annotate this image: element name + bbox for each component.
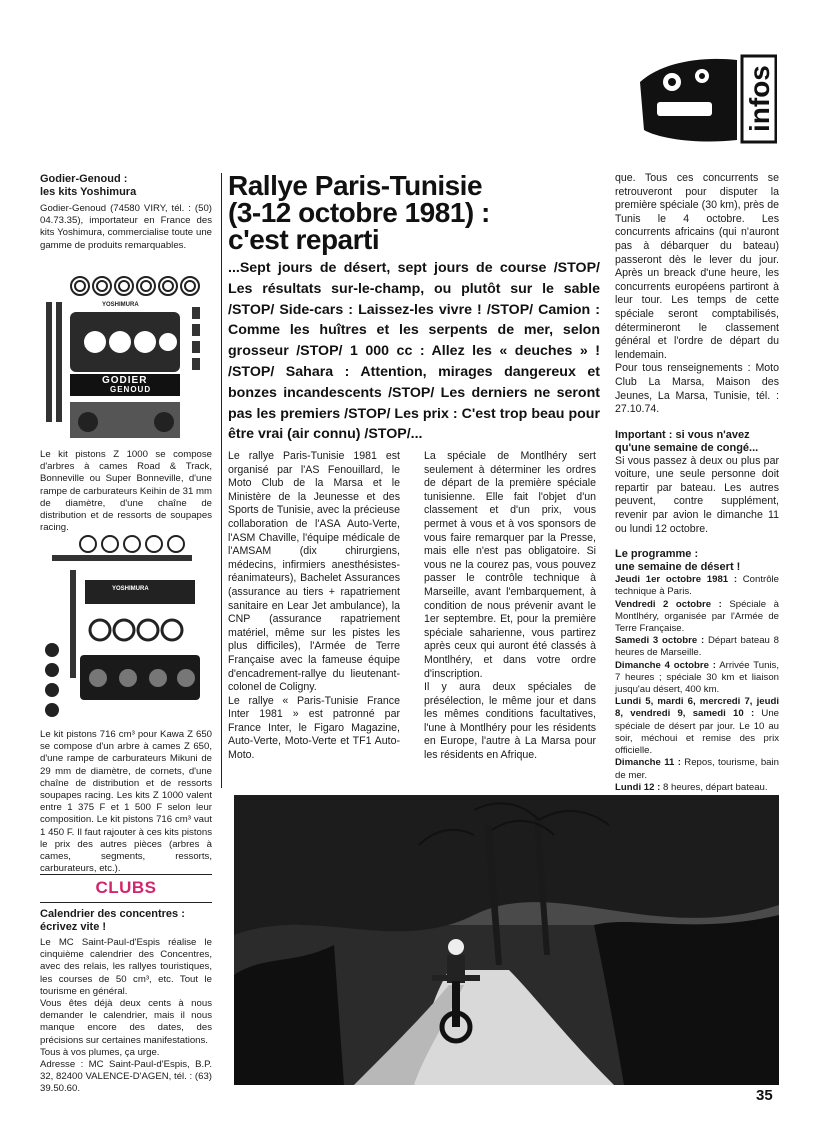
headline (228, 172, 608, 253)
right-column (615, 172, 779, 818)
programme-list (615, 574, 779, 818)
kit-intro: Godier-Genoud (74580 VIRY, tél. : (50) 04.73.35), importateur en France des kits Yoshimura, commercialise toute une gamme de produits remarquables. (40, 203, 212, 251)
caption-z1000 (40, 449, 212, 534)
programme-day: Jeudi 1er octobre 1981 : (615, 574, 738, 586)
article-col2 (424, 450, 596, 763)
right-p1: que. Tous ces concurrents se retrouveront pour disputer la première spéciale (30 km), près de Tunis le 4 octobre. Les concurrents africains (qui n'auront pas à débarquer du bateau) passeront dès le lever du jour. Après un breack d'une heure, les concurrents européens partiront à leur tour. Les temps de cette spéciale seront comptabilisés, détermineront le classement général et l'ordre de départ du lendemain. (615, 172, 779, 361)
logo-text: infos (744, 65, 775, 132)
col1-p1: Le rallye Paris-Tunisie 1981 est organisé par l'AS Fenouillard, le Moto Club de la Marsa et le Ministère de la Jeunesse et des Sports de Tunisie, avec la précieuse collaboration de l'ASA Auto-Verte, l'ASM Chaville, l'équipe médicale de l'AMSAM (dix chirurgiens, médecins, infirmiers anesthésistes-réanimateurs), Bachelet Assurances (assurance au tiers + rapatriement sanitaire en Lear Jet ambulance), la CNP (assurance rapatriement matériel, même sur les pistes les plus difficiles), l'Armée de Terre Française avec la fameuse équipe d'encadrement-rallye du lieutenant-colonel de Coligny. (228, 450, 400, 694)
programme-day: Lundi 5, mardi 6, mercredi 7, jeudi 8, vendredi 9, samedi 10 : (615, 696, 779, 720)
headline-line2: (3-12 octobre 1981) : (228, 197, 490, 228)
programme-day: Dimanche 11 : (615, 757, 681, 769)
programme-title-2: une semaine de désert ! (615, 561, 741, 574)
left-column (40, 173, 212, 252)
clubs-p2: Vous êtes déjà deux cents à nous demander le calendrier, mais il nous manque encore des dates, des précisions sur certaines manifestations. (40, 998, 212, 1046)
important-title-1: Important : si vous n'avez (615, 428, 750, 441)
clubs-p4: Adresse : MC Saint-Paul-d'Espis, B.P. 32, 82400 VALENCE-D'AGEN, tél. : (63) 39.50.60. (40, 1059, 212, 1095)
clubs-p3: Tous à vos plumes, ça urge. (40, 1046, 160, 1058)
kit-title-1: Godier-Genoud : (40, 173, 128, 185)
infos-logo (632, 52, 777, 144)
clubs-heading: CLUBS (95, 878, 157, 897)
headline-line1: Rallye Paris-Tunisie (228, 170, 483, 201)
lead-text: ...Sept jours de désert, sept jours de course /STOP/ Les résultats sur-le-champ, ou plutôt sur le sable /STOP/ Side-cars : Laissez-les vivre ! /STOP/ Camion : Comme les huîtres et les serpents de mer, selon grosseur /STOP/ 1 000 cc : Allez les « deuches » ! /STOP/ Sahara : Attention, mirages dangereux et bonzes incandescents /STOP/ Les derniers ne seront pas les premiers /STOP/ Les prix : C'est trop beau pour être vrai (air connu) /STOP/... (228, 260, 600, 443)
programme-day: Lundi 12 : (615, 781, 661, 793)
caption-z1000-text: Le kit pistons Z 1000 se compose d'arbres à cames Road & Track, Bonneville ou Super Bonneville, d'une rampe de carburateurs Keihin de 31 mm de diamètre, d'une chaîne de distribution et de ressorts de soupapes racing. (40, 449, 212, 534)
programme-item (615, 660, 779, 697)
article-col1 (228, 450, 400, 763)
kit-title-2: les kits Yoshimura (40, 186, 137, 198)
programme-text: Arrivée Tunis, 7 heures ; spéciale 30 km et liaison jusqu'au désert, 400 km. (615, 659, 779, 696)
programme-text: Spéciale à Montlhéry, organisée par l'Armée de Terre Française. (615, 598, 779, 635)
page-number: 35 (756, 1087, 773, 1104)
yoshimura-label-1: YOSHIMURA (102, 302, 139, 308)
programme-day: Samedi 3 octobre : (615, 635, 705, 647)
programme-day: Vendredi 2 octobre : (615, 598, 722, 610)
programme-item (615, 574, 779, 598)
programme-title-1: Le programme : (615, 548, 699, 561)
col1-p2: Le rallye « Paris-Tunisie France Inter 1981 » est patronné par France Inter, le Figaro Magazine, Auto-Verte, Moto-Verte et TF1 Auto-Moto. (228, 694, 400, 762)
headline-line3: c'est reparti (228, 224, 380, 255)
important-text: Si vous passez à deux ou plus par voiture, une seule personne doit repartir par bateau. Les autres peuvent, contre supplément, revenir par avion le dimanche 11 ou lundi 12 octobre. (615, 454, 779, 535)
godier-label-1: GODIER (102, 375, 148, 386)
desert-rider-illustration (234, 795, 779, 1085)
clubs-title-1: Calendrier des concentres : (40, 908, 185, 920)
col2-p1: La spéciale de Montlhéry sert seulement à déterminer les ordres de départ de la première spéciale tunisienne. Elle fait l'objet d'un classement et d'un prix, vous permet à vous et à vos sponsors de vous faire remarquer par la Presse, mais elle n'est pas obligatoire. Si vous ne la courez pas, vous pouvez passer le contrôle technique à Marseille, avant l'embarquement, à condition de nous prévenir avant le 1er septembre. Et, pour la première spéciale saharienne, vous partirez après ceux qui auront été classés à Montlhéry, et dans votre ordre d'inscription. (424, 450, 596, 680)
clubs-divider (40, 902, 212, 903)
lead-paragraph (228, 258, 600, 445)
yoshimura-label-2: YOSHIMURA (112, 586, 149, 592)
column-divider (221, 173, 222, 788)
col2-p2: Il y aura deux spéciales de présélection, le même jour et dans les mêmes conditions facultatives, l'une à Montlhéry pour les résidents en Europe, l'autre à La Marsa pour les résidents en Afrique. (424, 681, 596, 762)
programme-text: Contrôle technique à Paris. (615, 574, 780, 598)
programme-item (615, 782, 779, 794)
clubs-title-2: écrivez vite ! (40, 921, 107, 933)
caption-z650 (40, 729, 212, 875)
genoud-label-1: GENOUD (110, 385, 152, 394)
left-divider (40, 874, 212, 875)
programme-text: Départ bateau 8 heures de Marseille. (615, 635, 779, 659)
programme-item (615, 635, 779, 659)
programme-text: 8 heures, départ bateau. (662, 781, 768, 793)
programme-item (615, 599, 779, 636)
kit-z650-image (40, 530, 212, 725)
kit-z650-drawing (40, 530, 212, 725)
programme-item (615, 696, 779, 757)
important-title-2: qu'une semaine de congé... (615, 441, 759, 454)
programme-text: Repos, tourisme, bain de mer. (615, 757, 779, 781)
right-p2: Pour tous renseignements : Moto Club La Marsa, Maison des Jeunes, La Marsa, Tunisie, tél. : 27.10.74. (615, 362, 779, 416)
clubs-section (40, 908, 212, 1096)
programme-item (615, 757, 779, 781)
desert-rider-photo (234, 795, 779, 1085)
kit-parts-drawing (40, 262, 212, 445)
programme-text: Une spéciale de désert par jour. Le 10 au soir, méchoui et remise des prix officielle. (615, 708, 779, 757)
programme-day: Dimanche 4 octobre : (615, 659, 716, 671)
caption-z650-text: Le kit pistons 716 cm³ pour Kawa Z 650 se compose d'un arbre à cames Z 650, d'une rampe de carburateurs Mikuni de 29 mm de diamètre, de cornets, d'une chaîne de distribution et de ressorts soupapes racing. Les kits Z 1000 valent entre 1 375 F et 1 500 F selon leur composition. Le kit pistons 716 cm³ vaut 1 450 F. Il faut rajouter à ces kits pistons le prix des autres pièces (arbres à cames, segments, ressorts, carburateurs, etc.). (40, 729, 212, 875)
kit-z1000-image (40, 262, 212, 445)
clubs-p1: Le MC Saint-Paul-d'Espis réalise le cinquième calendrier des Concentres, avec des relais, les rallyes touristiques, les courses de 50 cm³, etc. Tout le tourisme en général. (40, 937, 212, 997)
